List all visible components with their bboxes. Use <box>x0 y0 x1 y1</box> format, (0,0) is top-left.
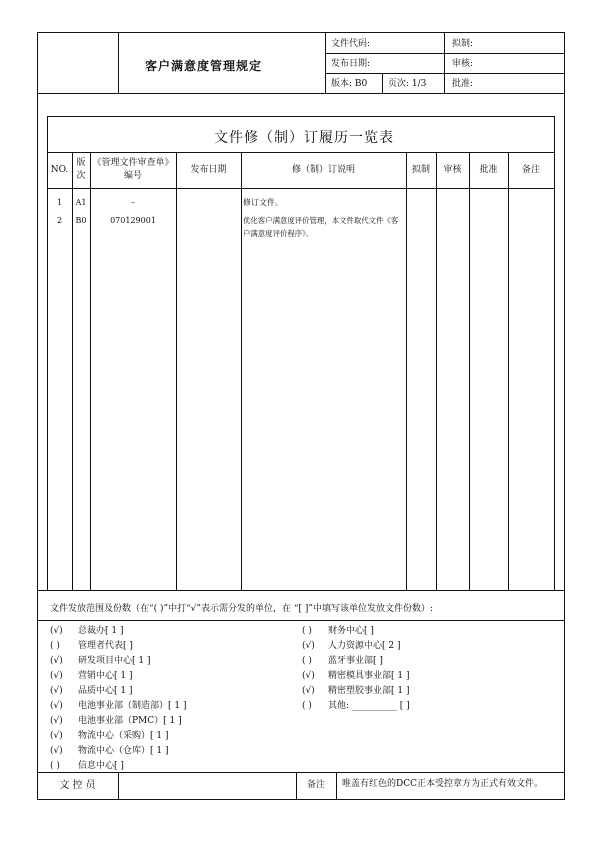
remark-note: 唯盖有红色的DCC正本受控章方为正式有效文件。 <box>342 779 543 789</box>
draft-label: 拟制: <box>452 39 474 49</box>
col-header-ver-1: 版 <box>76 158 86 168</box>
col-header-remark: 备注 <box>521 165 540 175</box>
footer-divider-3 <box>336 772 337 800</box>
col-header-review-no-1: 《管理文件审查单》 <box>92 158 174 168</box>
dist-left-check-8[interactable]: (√) <box>50 731 63 741</box>
dist-right-check-6[interactable]: ( ) <box>302 701 312 711</box>
dist-right-check-4[interactable]: (√) <box>302 671 315 681</box>
dist-left-item-4: 营销中心[ 1 ] <box>78 671 133 681</box>
row-2-no: 2 <box>56 216 63 225</box>
col-header-publish-date: 发布日期 <box>190 165 227 175</box>
rev-table-right <box>554 116 555 590</box>
col-header-ver-2: 次 <box>76 171 86 181</box>
col-header-desc: 修（制）订说明 <box>291 165 355 175</box>
dist-left-item-9: 物流中心（仓库）[ 1 ] <box>78 746 169 756</box>
dist-right-item-2: 人力资源中心[ 2 ] <box>328 641 401 651</box>
approve-label: 批准: <box>452 79 474 89</box>
dist-left-check-2[interactable]: ( ) <box>50 641 60 651</box>
dist-left-item-5: 品质中心[ 1 ] <box>78 686 133 696</box>
header-divider-mid <box>325 32 326 93</box>
row-1-no: 1 <box>56 198 63 207</box>
dist-left-item-2: 管理者代表[ ] <box>78 641 133 651</box>
page-frame <box>37 32 565 800</box>
rev-title-line <box>47 152 554 153</box>
col-divider-3 <box>176 152 177 590</box>
header-divider-right <box>444 32 445 93</box>
footer-top-line <box>37 772 565 773</box>
doc-code-label: 文件代码: <box>331 39 371 49</box>
header-row-line-1 <box>325 53 565 54</box>
dist-left-check-4[interactable]: (√) <box>50 671 63 681</box>
col-divider-7 <box>469 152 470 590</box>
dist-right-item-1: 财务中心[ ] <box>328 626 374 636</box>
remark-label: 备注 <box>306 780 325 790</box>
dist-left-check-9[interactable]: (√) <box>50 746 63 756</box>
version-label: 版本: B0 <box>331 79 368 89</box>
header-version-divider <box>382 73 383 93</box>
footer-divider-1 <box>118 772 119 800</box>
dist-right-check-2[interactable]: (√) <box>302 641 315 651</box>
distribution-header: 文件发放范围及份数（在“( )”中打“√”表示需分发的单位，在 “[ ]”中填写该单位发放文件份数）: <box>50 604 434 614</box>
col-header-no: NO. <box>50 165 69 175</box>
dist-right-item-3: 蓝牙事业部[ ] <box>328 656 383 666</box>
distribution-top-line <box>37 590 565 591</box>
col-divider-5 <box>406 152 407 590</box>
row-1-ver: A1 <box>75 198 87 207</box>
dist-left-check-5[interactable]: (√) <box>50 686 63 696</box>
rev-header-line <box>47 188 554 189</box>
col-header-review-no-2: 编号 <box>123 171 142 181</box>
dist-left-check-1[interactable]: (√) <box>50 626 63 636</box>
rev-table-top <box>47 116 554 117</box>
review-label: 审核: <box>452 59 474 69</box>
col-divider-8 <box>508 152 509 590</box>
dist-left-item-6: 电池事业部（制造部）[ 1 ] <box>78 701 187 711</box>
publish-date-label: 发布日期: <box>331 59 371 69</box>
col-header-approve: 批准 <box>479 165 498 175</box>
revision-title: 文件修（制）订履历一览表 <box>214 130 394 146</box>
dist-left-check-10[interactable]: ( ) <box>50 761 60 771</box>
doc-title: 客户满意度管理规定 <box>145 59 263 73</box>
row-1-review-no: – <box>131 198 135 207</box>
dist-left-item-7: 电池事业部（PMC）[ 1 ] <box>78 716 182 726</box>
header-row-line-2 <box>325 73 565 74</box>
dist-left-item-10: 信息中心[ ] <box>78 761 124 771</box>
dist-left-item-1: 总裁办[ 1 ] <box>78 626 124 636</box>
dist-left-check-3[interactable]: (√) <box>50 656 63 666</box>
dist-left-item-8: 物流中心（采购）[ 1 ] <box>78 731 169 741</box>
dcc-label: 文 控 员 <box>59 780 96 791</box>
row-2-desc-line-1: 优化客户满意度评价管理，本文件取代文件《客 <box>243 216 399 225</box>
dist-left-item-3: 研发项目中心[ 1 ] <box>78 656 151 666</box>
col-header-draft: 拟制 <box>411 165 430 175</box>
col-header-review: 审核 <box>443 165 462 175</box>
row-2-ver: B0 <box>75 216 87 225</box>
header-divider-left <box>118 32 119 93</box>
distribution-header-line <box>37 620 565 621</box>
row-2-review-no: 070129001 <box>110 216 156 225</box>
dist-right-item-4: 精密模具事业部[ 1 ] <box>328 671 410 681</box>
header-bottom-line <box>37 93 565 94</box>
col-divider-6 <box>436 152 437 590</box>
col-divider-4 <box>241 152 242 590</box>
dist-right-check-3[interactable]: ( ) <box>302 656 312 666</box>
row-1-desc: 修订文件。 <box>243 198 283 207</box>
page-label: 页次: 1/3 <box>388 79 427 89</box>
dist-left-check-6[interactable]: (√) <box>50 701 63 711</box>
dist-left-check-7[interactable]: (√) <box>50 716 63 726</box>
dist-right-item-6: 其他: __________ [ ] <box>328 701 410 711</box>
dist-right-check-5[interactable]: (√) <box>302 686 315 696</box>
row-2-desc-line-2: 户满意度评价程序》。 <box>243 229 314 238</box>
dist-right-item-5: 精密塑胶事业部[ 1 ] <box>328 686 410 696</box>
dist-right-check-1[interactable]: ( ) <box>302 626 312 636</box>
